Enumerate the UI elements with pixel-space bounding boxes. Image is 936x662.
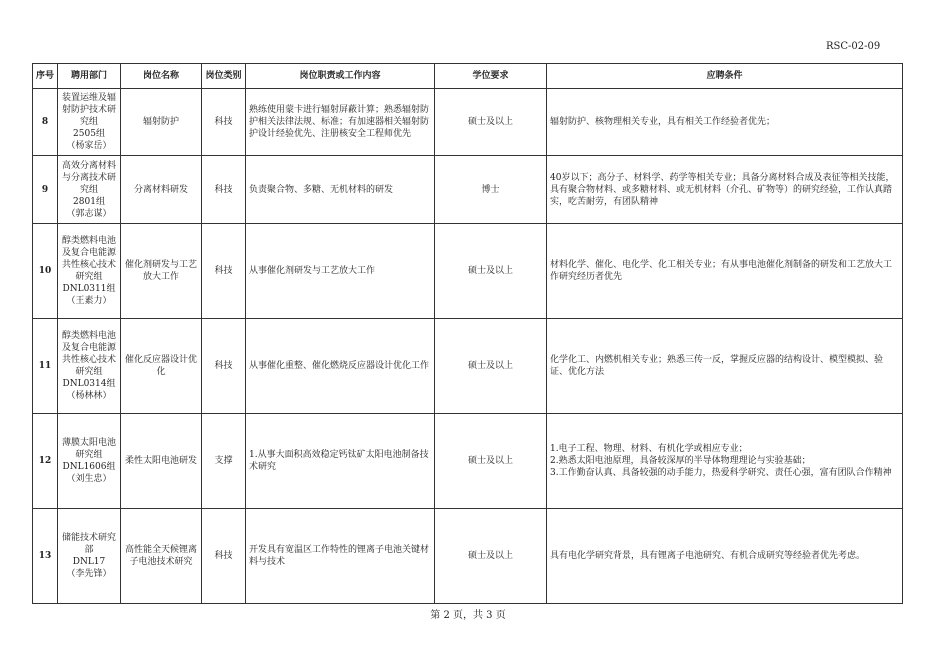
row-degree: 博士 [435,156,547,224]
row-degree: 硕士及以上 [435,89,547,156]
row-position: 分离材料研发 [121,156,202,224]
row-requirements: 具有电化学研究背景，具有锂离子电池研究、有机合成研究等经验者优先考虑。 [547,509,903,604]
row-duties: 开发具有宽温区工作特性的锂离子电池关键材料与技术 [246,509,435,604]
row-degree: 硕士及以上 [435,224,547,319]
row-position: 柔性太阳电池研发 [121,414,202,509]
row-position: 辐射防护 [121,89,202,156]
header-category: 岗位类别 [202,64,246,89]
row-category: 科技 [202,89,246,156]
row-dept: 醇类燃料电池及复合电能源共性核心技术研究组 DNL0311组 （王素力） [58,224,121,319]
row-dept: 高效分离材料与分离技术研究组 2801组 （郭志谋） [58,156,121,224]
row-no: 10 [33,224,58,319]
row-requirements: 材料化学、催化、电化学、化工相关专业；有从事电池催化剂制备的研发和工艺放大工作研究经历者优先 [547,224,903,319]
header-no: 序号 [33,64,58,89]
row-degree: 硕士及以上 [435,414,547,509]
row-requirements: 40岁以下；高分子、材料学、药学等相关专业；具备分离材料合成及表征等相关技能，具有聚合物材料、或多糖材料、或无机材料（介孔、矿物等）的研究经验，工作认真踏实，吃苦耐劳，有团队精神 [547,156,903,224]
header-requirements: 应聘条件 [547,64,903,89]
row-no: 12 [33,414,58,509]
row-no: 8 [33,89,58,156]
row-dept: 储能技术研究部 DNL17 （李先锋） [58,509,121,604]
header-degree: 学位要求 [435,64,547,89]
row-duties: 从事催化剂研发与工艺放大工作 [246,224,435,319]
page-footer: 第 2 页，共 3 页 [430,610,506,621]
row-duties: 负责聚合物、多糖、无机材料的研发 [246,156,435,224]
row-category: 科技 [202,156,246,224]
header-position: 岗位名称 [121,64,202,89]
row-requirements: 1.电子工程、物理、材料、有机化学或相应专业； 2.熟悉太阳电池原理，具备较深厚的半导体物理理论与实验基础； 3.工作勤奋认真、具备较强的动手能力，热爱科学研究、责任心强，富有团队合作精神 [547,414,903,509]
row-position: 高性能全天候锂离子电池技术研究 [121,509,202,604]
row-category: 科技 [202,319,246,414]
row-dept: 装置运维及辐射防护技术研究组 2505组 （杨家岳） [58,89,121,156]
row-no: 9 [33,156,58,224]
row-degree: 硕士及以上 [435,319,547,414]
row-category: 支撑 [202,414,246,509]
table-row [33,89,903,156]
row-no: 13 [33,509,58,604]
header-duties: 岗位职责或工作内容 [246,64,435,89]
table-row [33,414,903,509]
table-row [33,509,903,604]
row-requirements: 化学化工、内燃机相关专业；熟悉三传一反，掌握反应器的结构设计、模型模拟、验证、优化方法 [547,319,903,414]
row-category: 科技 [202,509,246,604]
row-position: 催化剂研发与工艺放大工作 [121,224,202,319]
row-position: 催化反应器设计优化 [121,319,202,414]
document-code: RSC-02-09 [826,41,881,52]
table-header-row [33,64,903,89]
row-requirements: 辐射防护、核物理相关专业，具有相关工作经验者优先； [547,89,903,156]
recruitment-table [32,63,903,604]
row-no: 11 [33,319,58,414]
row-dept: 薄膜太阳电池研究组 DNL1606组 （刘生忠） [58,414,121,509]
row-degree: 硕士及以上 [435,509,547,604]
table-row [33,319,903,414]
row-duties: 熟练使用蒙卡进行辐射屏蔽计算；熟悉辐射防护相关法律法规、标准；有加速器相关辐射防护设计经验优先、注册核安全工程师优先 [246,89,435,156]
row-category: 科技 [202,224,246,319]
table-row [33,224,903,319]
row-duties: 从事催化重整、催化燃烧反应器设计优化工作 [246,319,435,414]
header-dept: 聘用部门 [58,64,121,89]
table-row [33,156,903,224]
row-duties: 1.从事大面积高效稳定钙钛矿太阳电池制备技术研究 [246,414,435,509]
row-dept: 醇类燃料电池及复合电能源共性核心技术研究组 DNL0314组 （杨林林） [58,319,121,414]
